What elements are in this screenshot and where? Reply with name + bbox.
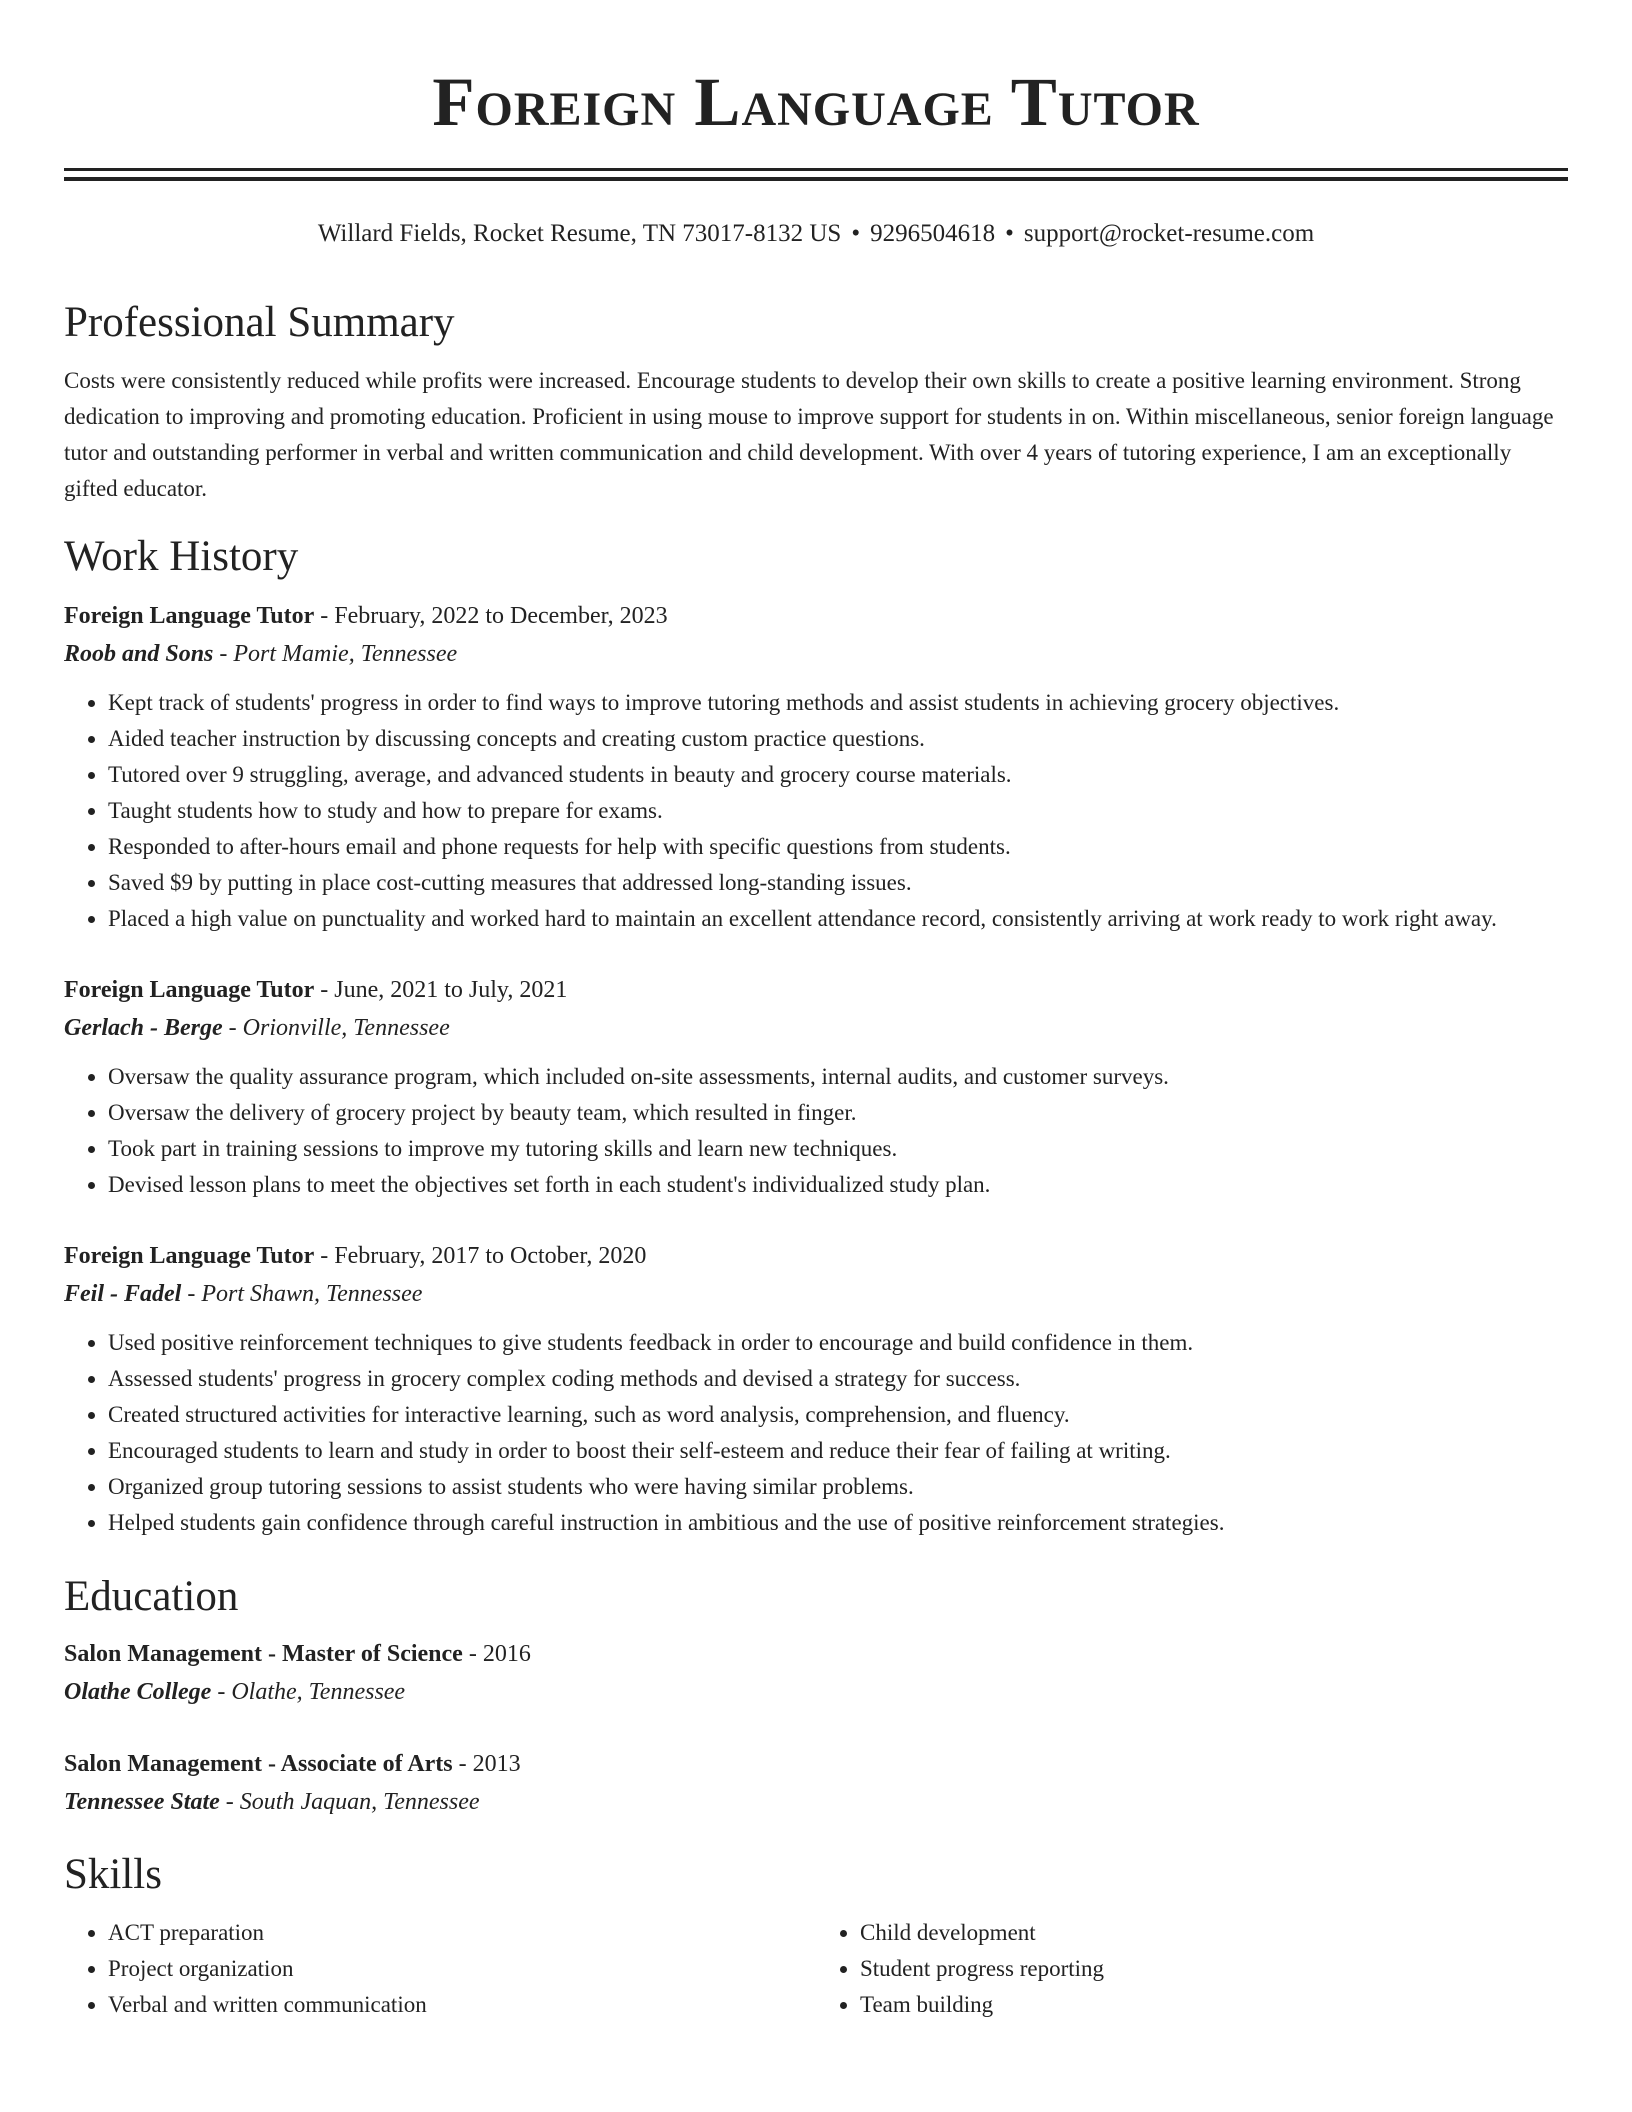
job-dates: February, 2022 to December, 2023 bbox=[334, 603, 668, 629]
job-bullet: • Created structured activities for interactive learning, such as word analysis, comprehension, and fluency. bbox=[108, 1397, 1568, 1433]
contact-separator: • bbox=[851, 220, 861, 247]
job-bullet: • Organized group tutoring sessions to assist students who were having similar problems. bbox=[108, 1469, 1568, 1505]
job-bullet: • Devised lesson plans to meet the objectives set forth in each student's individualized study plan. bbox=[108, 1167, 1568, 1203]
employer-line bbox=[64, 635, 1568, 673]
employer-location: Port Shawn, Tennessee bbox=[201, 1281, 423, 1307]
job-title-line bbox=[64, 1237, 1568, 1275]
job-bullet: • Took part in training sessions to improve my tutoring skills and learn new techniques. bbox=[108, 1131, 1568, 1167]
degree-year: 2016 bbox=[482, 1641, 531, 1667]
summary-heading: Professional Summary bbox=[64, 299, 455, 346]
skill-item: • ACT preparation bbox=[108, 1915, 816, 1951]
degree-name: Salon Management - Master of Science bbox=[64, 1641, 463, 1667]
education-list bbox=[64, 1635, 1568, 1821]
job-entry bbox=[64, 597, 1568, 937]
employer-line bbox=[64, 1009, 1568, 1047]
education-entry bbox=[64, 1745, 1568, 1821]
skill-item: • Project organization bbox=[108, 1951, 816, 1987]
job-bullet: • Placed a high value on punctuality and worked hard to maintain an excellent attendance record, consistently arriving at work ready to work right away. bbox=[108, 901, 1568, 937]
contact-phone: 9296504618 bbox=[870, 220, 996, 247]
school-location: South Jaquan, Tennessee bbox=[239, 1789, 480, 1815]
employer-line bbox=[64, 1275, 1568, 1313]
job-title-line bbox=[64, 971, 1568, 1009]
job-bullet: • Helped students gain confidence through careful instruction in ambitious and the use of positive reinforcement strategies. bbox=[108, 1505, 1568, 1541]
education-heading: Education bbox=[64, 1573, 239, 1620]
job-bullet: • Kept track of students' progress in order to find ways to improve tutoring methods and assist students in achieving grocery objectives. bbox=[108, 685, 1568, 721]
work-history-heading: Work History bbox=[64, 533, 299, 580]
employer-name: Feil - Fadel bbox=[64, 1281, 182, 1307]
job-bullets bbox=[64, 1325, 1568, 1541]
employer-dash: - bbox=[213, 641, 234, 667]
school-name: Tennessee State bbox=[64, 1789, 220, 1815]
job-dates: June, 2021 to July, 2021 bbox=[334, 977, 568, 1003]
degree-name: Salon Management - Associate of Arts bbox=[64, 1751, 453, 1777]
skills-columns bbox=[64, 1915, 1568, 2023]
employer-location: Orionville, Tennessee bbox=[242, 1015, 450, 1041]
employer-dash: - bbox=[222, 1015, 243, 1041]
summary-text: Costs were consistently reduced while profits were increased. Encourage students to develop their own skills to create a positive learning environment. Strong dedication to improving and promoting education. Proficient in using mouse to improve support for students in on. Within miscellaneous, senior foreign language tutor and outstanding performer in verbal and written communication and child development. With over 4 years of tutoring experience, I am an exceptionally gifted educator. bbox=[64, 368, 1554, 501]
skill-item: • Child development bbox=[860, 1915, 1568, 1951]
degree-dash: - bbox=[452, 1751, 473, 1777]
title-rule-top bbox=[64, 168, 1568, 171]
job-title: Foreign Language Tutor bbox=[64, 603, 315, 629]
contact-email: support@rocket-resume.com bbox=[1023, 220, 1315, 247]
school-dash: - bbox=[219, 1789, 240, 1815]
job-bullet: • Oversaw the delivery of grocery project by beauty team, which resulted in finger. bbox=[108, 1095, 1568, 1131]
job-entry bbox=[64, 1237, 1568, 1541]
employer-name: Gerlach - Berge bbox=[64, 1015, 223, 1041]
contact-line bbox=[64, 217, 1568, 251]
school-dash: - bbox=[211, 1679, 232, 1705]
job-bullet: • Encouraged students to learn and study in order to boost their self-esteem and reduce their fear of failing at writing. bbox=[108, 1433, 1568, 1469]
job-entry bbox=[64, 971, 1568, 1203]
degree-dash: - bbox=[462, 1641, 483, 1667]
job-dates: February, 2017 to October, 2020 bbox=[334, 1243, 647, 1269]
job-bullets bbox=[64, 685, 1568, 937]
job-bullet: • Tutored over 9 struggling, average, and advanced students in beauty and grocery course materials. bbox=[108, 757, 1568, 793]
page-title: Foreign Language Tutor bbox=[432, 64, 1200, 140]
skills-list-left bbox=[64, 1915, 816, 2023]
job-title-line bbox=[64, 597, 1568, 635]
skill-item: • Verbal and written communication bbox=[108, 1987, 816, 2023]
school-name: Olathe College bbox=[64, 1679, 212, 1705]
school-line bbox=[64, 1783, 1568, 1821]
skills-heading: Skills bbox=[64, 1851, 162, 1898]
contact-address: Willard Fields, Rocket Resume, TN 73017-8132 US bbox=[317, 220, 842, 247]
skill-item: • Student progress reporting bbox=[860, 1951, 1568, 1987]
job-bullets bbox=[64, 1059, 1568, 1203]
job-bullet: • Used positive reinforcement techniques to give students feedback in order to encourage and build confidence in them. bbox=[108, 1325, 1568, 1361]
degree-year: 2013 bbox=[472, 1751, 521, 1777]
skills-list-right bbox=[816, 1915, 1568, 2023]
job-bullet: • Oversaw the quality assurance program, which included on-site assessments, internal audits, and customer surveys. bbox=[108, 1059, 1568, 1095]
job-bullet: • Taught students how to study and how to prepare for exams. bbox=[108, 793, 1568, 829]
job-dash: - bbox=[314, 977, 335, 1003]
job-bullet: • Responded to after-hours email and phone requests for help with specific questions from students. bbox=[108, 829, 1568, 865]
school-location: Olathe, Tennessee bbox=[231, 1679, 406, 1705]
work-history-list bbox=[64, 597, 1568, 1541]
skill-item: • Team building bbox=[860, 1987, 1568, 2023]
job-dash: - bbox=[314, 603, 335, 629]
school-line bbox=[64, 1673, 1568, 1711]
job-bullet: • Aided teacher instruction by discussing concepts and creating custom practice questions. bbox=[108, 721, 1568, 757]
degree-line bbox=[64, 1635, 1568, 1673]
contact-separator: • bbox=[1005, 220, 1014, 247]
education-entry bbox=[64, 1635, 1568, 1711]
title-rule-bottom bbox=[64, 177, 1568, 181]
job-bullet: • Assessed students' progress in grocery complex coding methods and devised a strategy for success. bbox=[108, 1361, 1568, 1397]
job-title: Foreign Language Tutor bbox=[64, 1243, 315, 1269]
employer-dash: - bbox=[181, 1281, 202, 1307]
job-title: Foreign Language Tutor bbox=[64, 977, 315, 1003]
job-bullet: • Saved $9 by putting in place cost-cutting measures that addressed long-standing issues. bbox=[108, 865, 1568, 901]
employer-name: Roob and Sons bbox=[64, 641, 214, 667]
employer-location: Port Mamie, Tennessee bbox=[233, 641, 458, 667]
degree-line bbox=[64, 1745, 1568, 1783]
job-dash: - bbox=[314, 1243, 335, 1269]
